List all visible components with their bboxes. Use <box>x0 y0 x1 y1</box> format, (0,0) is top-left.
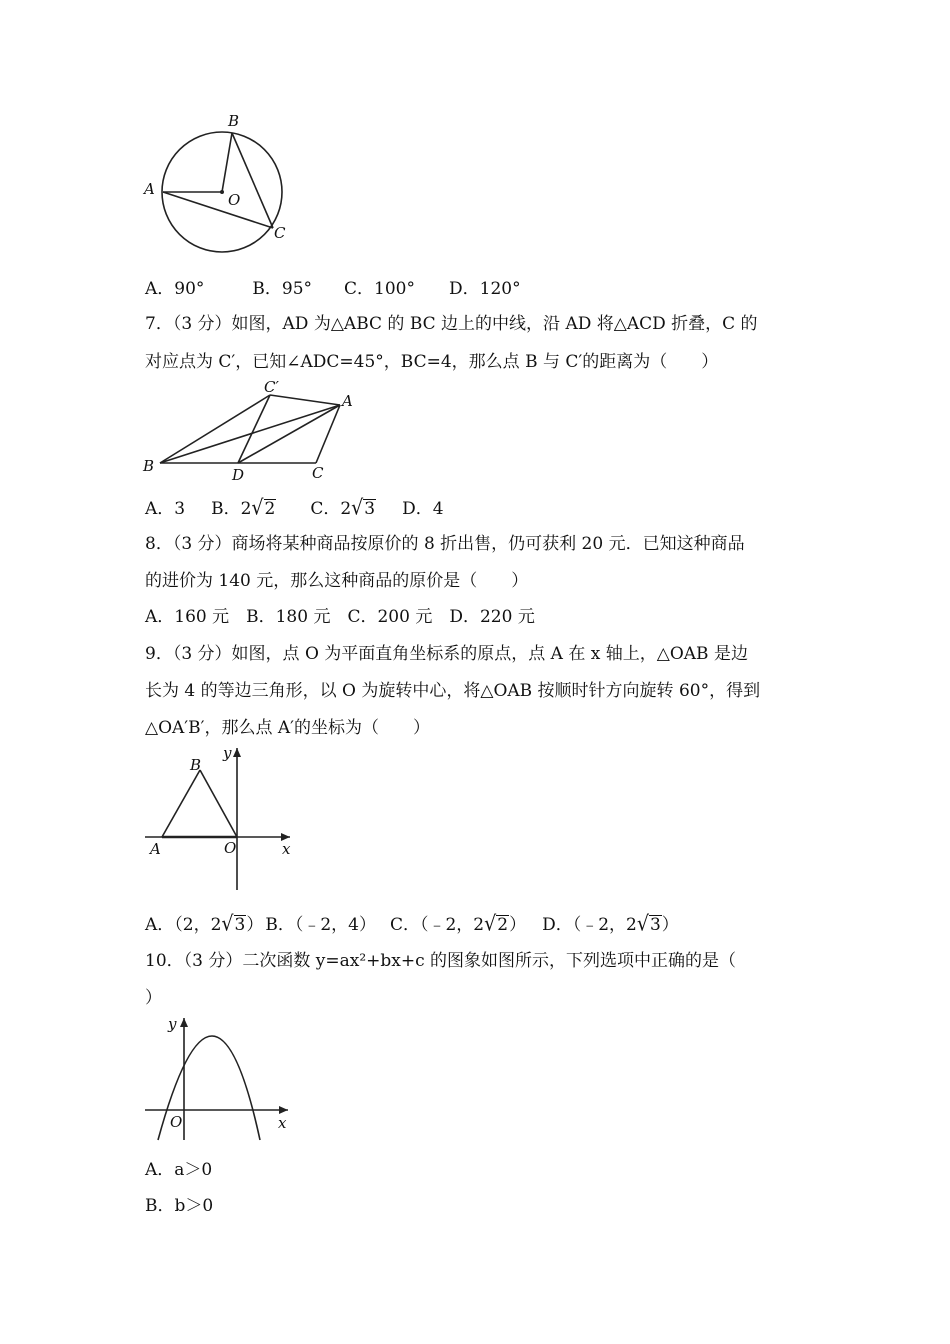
q8-options[interactable]: A．160 元 B．180 元 C．200 元 D．220 元 <box>145 607 535 627</box>
radicand: 3 <box>649 915 661 935</box>
option-c[interactable]: C．100° <box>344 279 416 299</box>
option-c[interactable]: C．（﹣2，2√2） <box>389 911 527 937</box>
option-c-close: ） <box>509 915 527 935</box>
q8-text-line1: 8．（3 分）商场将某种商品按原价的 8 折出售，仍可获利 20 元．已知这种商品 <box>145 534 745 554</box>
radicand: 2 <box>264 499 276 519</box>
q7-text-line2: 对应点为 C′，已知∠ADC=45°，BC=4，那么点 B 与 C′的距离为（ ） <box>145 352 719 372</box>
label-x: x <box>278 1114 287 1132</box>
option-a[interactable]: A．90° <box>145 279 205 299</box>
radicand: 3 <box>234 915 246 935</box>
parallelogram-figure <box>140 378 370 488</box>
label-A: A <box>144 180 155 198</box>
q8-text-line2: 的进价为 140 元，那么这种商品的原价是（ ） <box>145 571 529 591</box>
q9-text-line1: 9．（3 分）如图，点 O 为平面直角坐标系的原点，点 A 在 x 轴上，△OAB 是边 <box>145 644 748 664</box>
q7-options <box>145 497 444 520</box>
parabola-figure <box>140 1012 300 1147</box>
option-d[interactable]: D．（﹣2，2√3） <box>542 911 679 937</box>
q10-text-line2: ） <box>145 988 162 1008</box>
option-b-text: B．2 <box>211 499 252 519</box>
option-a[interactable]: A．（2，2√3） <box>145 911 264 937</box>
option-d-close: ） <box>661 915 679 935</box>
label-B: B <box>143 457 155 475</box>
q6-options <box>145 278 521 300</box>
q7-text-line1: 7．（3 分）如图，AD 为△ABC 的 BC 边上的中线，沿 AD 将△ACD 折叠，C 的 <box>145 314 758 334</box>
circle-figure <box>140 110 300 260</box>
coordinate-triangle-figure <box>140 740 310 900</box>
label-C: C <box>274 224 286 242</box>
option-b[interactable]: B．95° <box>252 279 313 299</box>
label-y: y <box>168 1015 177 1033</box>
option-a-text: A．（2，2 <box>145 915 222 935</box>
option-c-text: C．2 <box>310 499 352 519</box>
radicand: 3 <box>364 499 376 519</box>
label-B: B <box>190 756 202 774</box>
q9-text-line3: △OA′B′，那么点 A′的坐标为（ ） <box>145 718 431 738</box>
option-d[interactable]: D．4 <box>402 499 444 519</box>
option-a-close: ） <box>246 915 264 935</box>
radicand: 2 <box>497 915 509 935</box>
label-y: y <box>223 744 232 762</box>
label-A: A <box>342 392 353 410</box>
option-c-text: C．（﹣2，2 <box>389 915 485 935</box>
option-d-text: D．（﹣2，2 <box>542 915 637 935</box>
q9-text-line2: 长为 4 的等边三角形，以 O 为旋转中心，将△OAB 按顺时针方向旋转 60°，得到 <box>145 681 761 701</box>
label-C-prime: C′ <box>264 378 279 396</box>
q10-option-b[interactable]: B．b＞0 <box>145 1196 214 1216</box>
q10-text-line1: 10．（3 分）二次函数 y=ax²+bx+c 的图象如图所示，下列选项中正确的是（ <box>145 951 737 971</box>
option-b[interactable]: B．2√2 <box>211 495 276 521</box>
label-B: B <box>228 112 240 130</box>
q10-option-a[interactable]: A．a＞0 <box>145 1160 213 1180</box>
option-b[interactable]: B．（﹣2，4） <box>265 915 376 935</box>
label-C: C <box>312 464 324 482</box>
label-O: O <box>228 191 241 209</box>
label-D: D <box>232 466 245 484</box>
q9-options <box>145 913 679 936</box>
label-x: x <box>282 840 291 858</box>
label-O: O <box>224 839 237 857</box>
label-A: A <box>150 840 161 858</box>
option-c[interactable]: C．2√3 <box>310 495 376 521</box>
option-a[interactable]: A．3 <box>145 499 186 519</box>
option-d[interactable]: D．120° <box>449 279 521 299</box>
label-O: O <box>170 1113 183 1131</box>
